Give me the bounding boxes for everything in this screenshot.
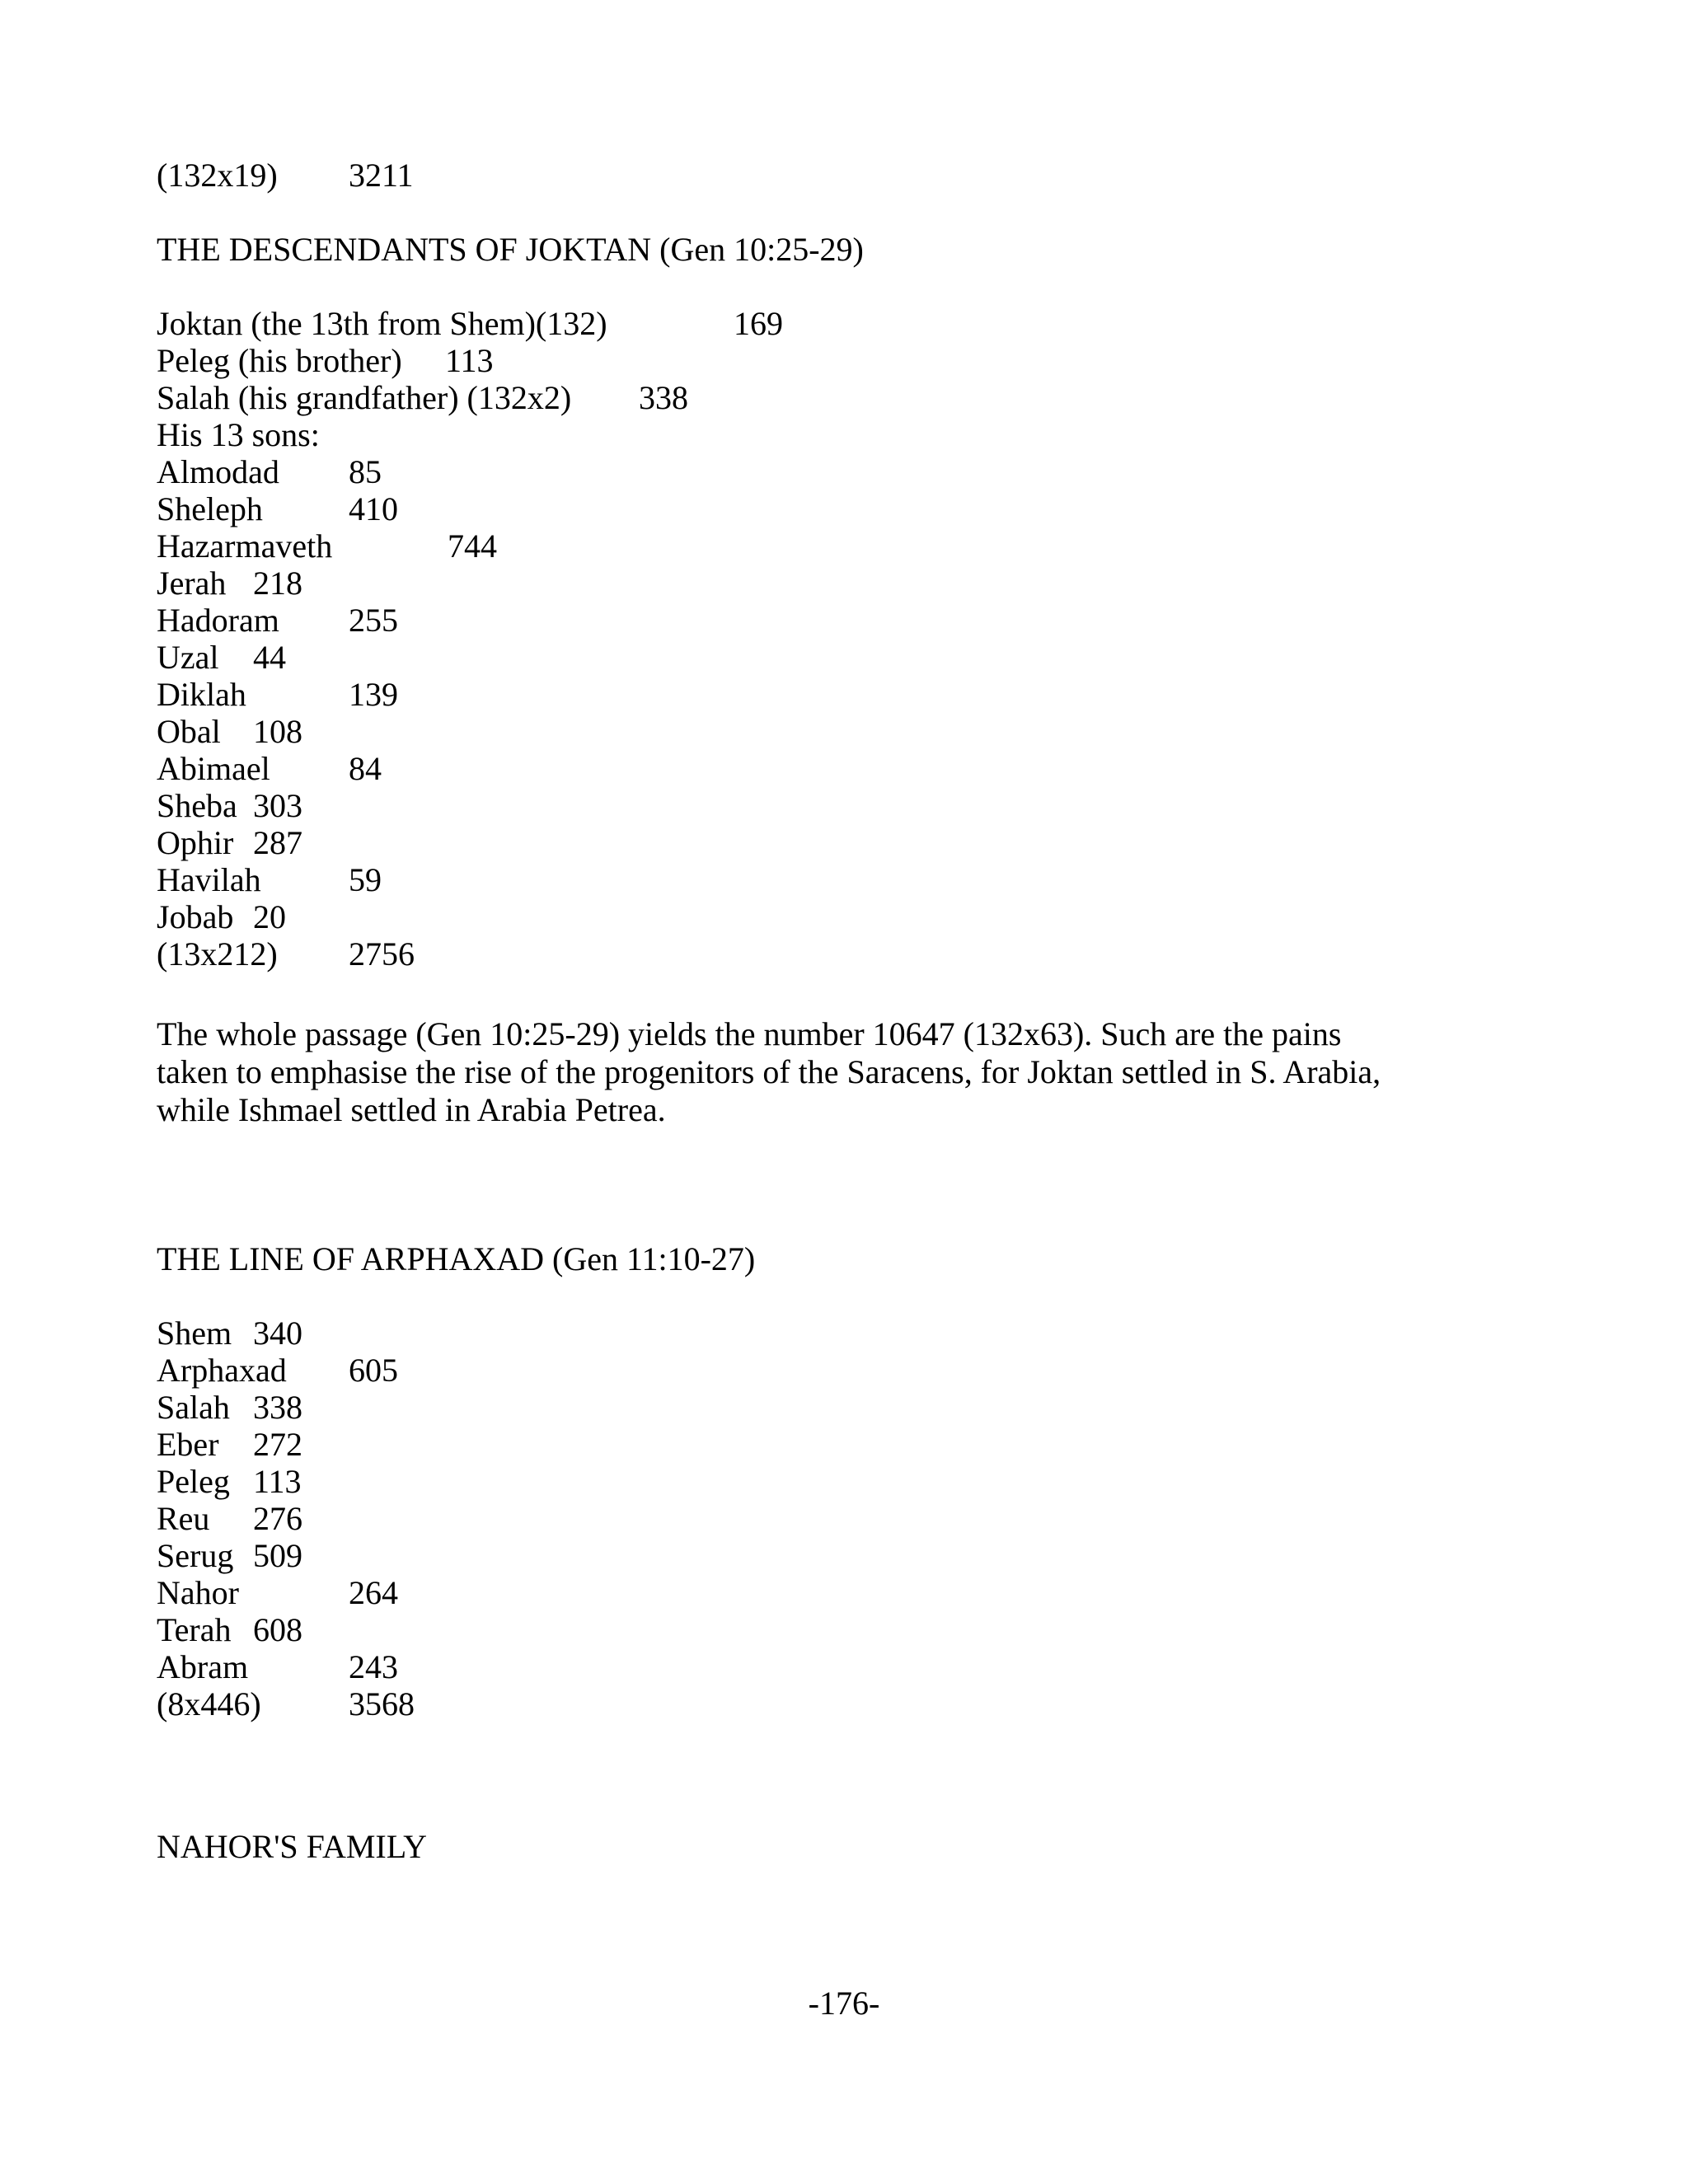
paragraph-line: while Ishmael settled in Arabia Petrea. [157, 1091, 666, 1128]
number-row [157, 1463, 302, 1501]
number-row [157, 1611, 302, 1649]
row-label: Shem [157, 1315, 232, 1352]
row-value: 20 [253, 898, 286, 935]
number-row [157, 713, 302, 751]
number-row [157, 1537, 302, 1575]
number-row [157, 787, 302, 825]
row-label: Eber [157, 1426, 219, 1463]
number-row [157, 602, 398, 640]
row-label: Jerah [157, 565, 227, 602]
number-row [157, 1648, 398, 1686]
number-row [157, 1389, 302, 1427]
row-label: Salah [157, 1389, 230, 1426]
row-value: 264 [349, 1574, 398, 1611]
number-row [157, 1500, 302, 1538]
number-row [157, 1685, 415, 1723]
paragraph-line: taken to emphasise the rise of the progenitors of the Saracens, for Joktan settled in S. Arabia, [157, 1053, 1381, 1090]
row-value: 338 [639, 379, 688, 416]
row-label: (132x19) [157, 157, 278, 194]
row-value: 3211 [349, 157, 414, 194]
row-label: (13x212) [157, 935, 278, 972]
number-row [157, 379, 688, 417]
row-label: Uzal [157, 639, 219, 676]
row-value: 44 [253, 639, 286, 676]
row-label: Havilah [157, 861, 261, 898]
row-value: 608 [253, 1611, 302, 1648]
row-value: 169 [734, 305, 783, 342]
row-value: 2756 [349, 935, 415, 972]
row-value: 338 [253, 1389, 302, 1426]
row-label: Peleg (his brother) [157, 342, 402, 379]
number-row [157, 157, 414, 194]
number-row [157, 342, 494, 380]
number-row [157, 824, 302, 862]
number-row [157, 1574, 398, 1612]
number-row [157, 1426, 302, 1464]
row-value: 59 [349, 861, 382, 898]
row-value: 509 [253, 1537, 302, 1574]
row-label: Ophir [157, 824, 234, 861]
row-label: Nahor [157, 1574, 239, 1611]
number-row [157, 453, 382, 491]
row-value: 243 [349, 1648, 398, 1685]
number-row [157, 565, 302, 602]
row-label: Sheleph [157, 490, 263, 527]
section-heading-joktan: THE DESCENDANTS OF JOKTAN (Gen 10:25-29) [157, 231, 864, 268]
row-label: Joktan (the 13th from Shem)(132) [157, 305, 607, 342]
row-label: Salah (his grandfather) (132x2) [157, 379, 572, 416]
row-value: 113 [253, 1463, 302, 1500]
row-label: Terah [157, 1611, 232, 1648]
number-row [157, 1352, 398, 1390]
page-number: -176- [808, 1985, 880, 2022]
row-value: 84 [349, 750, 382, 787]
number-row [157, 1315, 302, 1352]
number-row [157, 490, 398, 528]
body-paragraph [157, 1015, 1558, 1129]
section-heading-nahor: NAHOR'S FAMILY [157, 1828, 428, 1865]
row-label: Peleg [157, 1463, 230, 1500]
row-value: 303 [253, 787, 302, 824]
number-row [157, 898, 286, 936]
row-value: 113 [445, 342, 494, 379]
row-label: Abimael [157, 750, 270, 787]
row-label: Hadoram [157, 602, 279, 639]
row-label: Obal [157, 713, 221, 750]
paragraph-line: The whole passage (Gen 10:25-29) yields the number 10647 (132x63). Such are the pains [157, 1015, 1342, 1052]
row-value: 255 [349, 602, 398, 639]
sons-label [157, 416, 320, 454]
row-label: Sheba [157, 787, 237, 824]
row-value: 218 [253, 565, 302, 602]
number-row [157, 305, 783, 343]
row-value: 605 [349, 1352, 398, 1389]
number-row [157, 750, 382, 788]
row-value: 410 [349, 490, 398, 527]
row-value: 744 [448, 527, 497, 565]
row-value: 85 [349, 453, 382, 490]
row-value: 287 [253, 824, 302, 861]
row-value: 272 [253, 1426, 302, 1463]
number-row [157, 639, 286, 677]
row-label: Diklah [157, 676, 246, 713]
section-heading-arphaxad: THE LINE OF ARPHAXAD (Gen 11:10-27) [157, 1240, 756, 1277]
row-label: His 13 sons: [157, 416, 320, 453]
row-value: 108 [253, 713, 302, 750]
row-value: 340 [253, 1315, 302, 1352]
row-label: Reu [157, 1500, 210, 1537]
row-label: Almodad [157, 453, 279, 490]
row-label: Abram [157, 1648, 249, 1685]
row-value: 139 [349, 676, 398, 713]
number-row [157, 861, 382, 899]
row-value: 3568 [349, 1685, 415, 1722]
row-label: Serug [157, 1537, 234, 1574]
row-label: (8x446) [157, 1685, 261, 1722]
number-row [157, 527, 497, 565]
number-row [157, 676, 398, 714]
row-value: 276 [253, 1500, 302, 1537]
row-label: Jobab [157, 898, 234, 935]
row-label: Hazarmaveth [157, 527, 333, 565]
number-row [157, 935, 415, 973]
row-label: Arphaxad [157, 1352, 287, 1389]
